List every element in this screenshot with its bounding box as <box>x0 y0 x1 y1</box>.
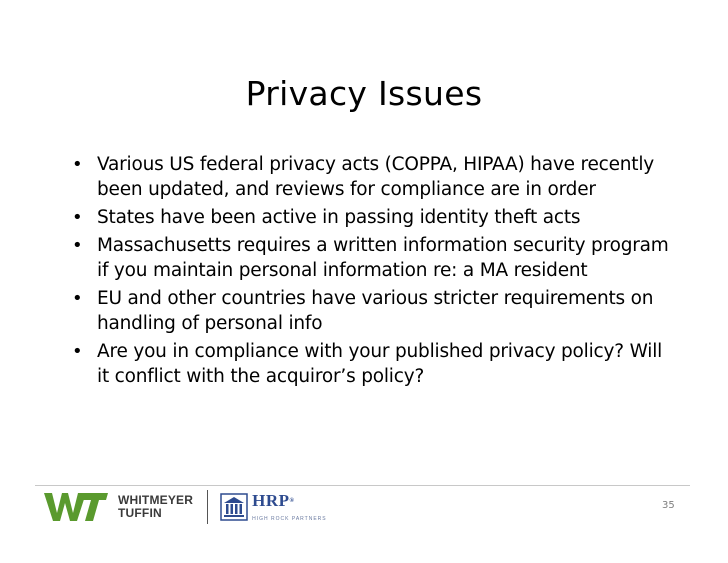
bullet-text: EU and other countries have various stricter requirements on handling of personal info <box>97 288 654 334</box>
bullet-text: States have been active in passing identity theft acts <box>97 207 581 228</box>
bullet-item <box>70 286 670 336</box>
hrp-subtitle: HIGH ROCK PARTNERS <box>252 515 327 522</box>
bullet-symbol: • <box>72 288 83 309</box>
building-columns-icon <box>220 493 248 521</box>
footer-logos <box>44 487 327 527</box>
registered-mark: ® <box>289 497 295 504</box>
logo-line1: WHITMEYER <box>118 493 194 507</box>
bullet-text: Massachusetts requires a written information security program if you maintain personal information re: a MA resident <box>97 235 669 281</box>
page-number: 35 <box>662 500 675 511</box>
bullet-symbol: • <box>72 235 83 256</box>
bullet-item <box>70 152 670 202</box>
bullet-symbol: • <box>72 207 83 228</box>
slide-title: Privacy Issues <box>245 74 483 113</box>
bullet-symbol: • <box>72 154 83 175</box>
bullet-item <box>70 233 670 283</box>
hrp-name: HRP® <box>252 490 295 510</box>
bullet-text: Various US federal privacy acts (COPPA, HIPAA) have recently been updated, and reviews for compliance are in order <box>97 154 655 200</box>
wt-logo-mark-icon <box>44 491 108 523</box>
hrp-logo <box>220 492 327 523</box>
bullet-item <box>70 339 670 389</box>
logo-divider <box>207 490 208 524</box>
bullet-symbol: • <box>72 341 83 362</box>
whitmeyer-tuffin-logo-text <box>118 494 193 520</box>
footer-divider <box>35 485 690 486</box>
bullet-item <box>70 205 670 230</box>
logo-line2: TUFFIN <box>118 506 162 520</box>
hrp-text <box>252 492 327 523</box>
bullet-list <box>70 152 670 392</box>
bullet-text: Are you in compliance with your published privacy policy? Will it conflict with the acquiror’s policy? <box>97 341 663 387</box>
